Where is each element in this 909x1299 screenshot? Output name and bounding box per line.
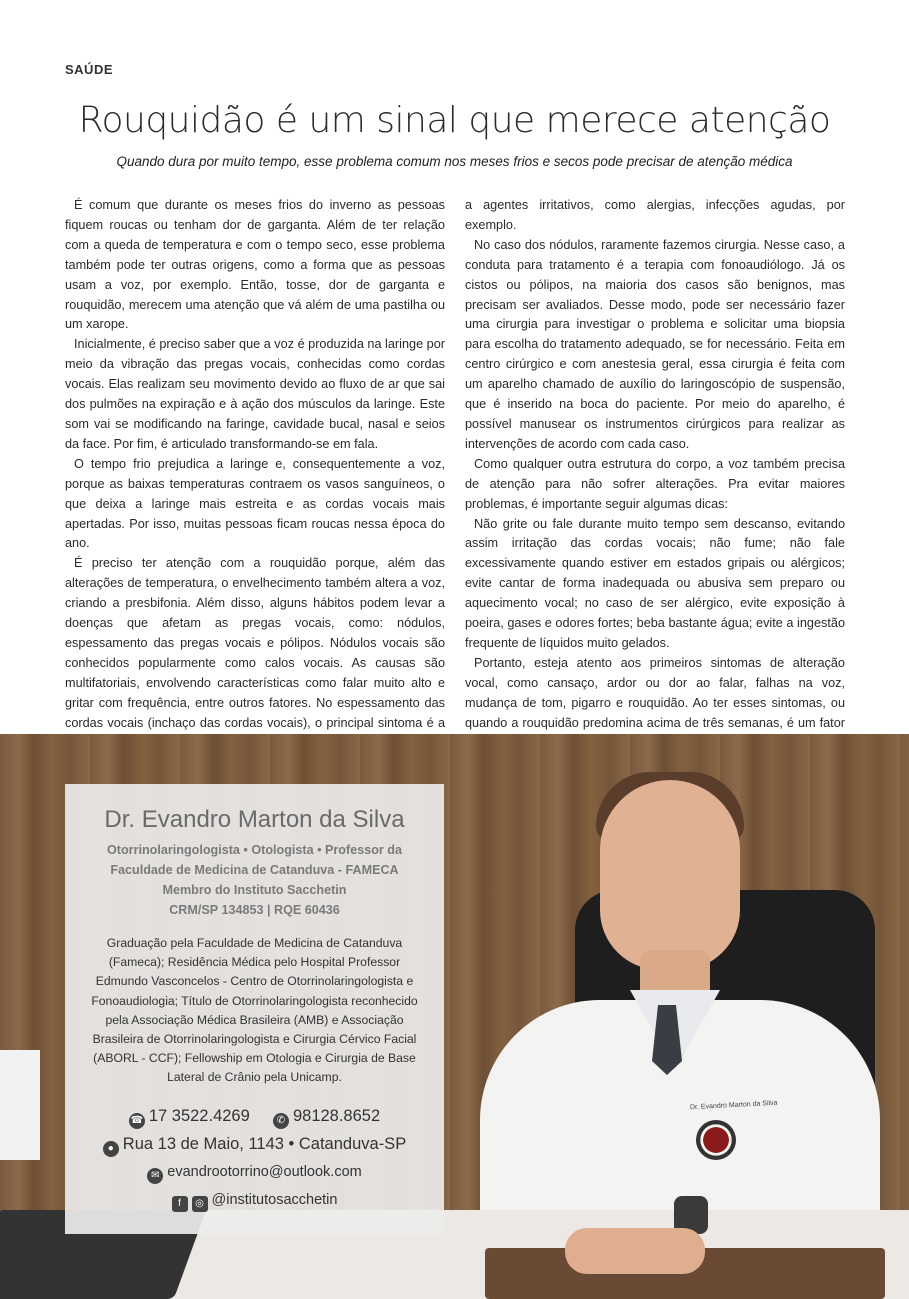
- email-row: [65, 1158, 444, 1186]
- phone-row: [65, 1102, 444, 1130]
- paragraph: Como qualquer outra estrutura do corpo, a voz também precisa de atenção para não sofrer alterações. Pra evitar maiores problemas, é importante seguir algumas dicas:: [465, 456, 845, 511]
- address-row: [65, 1130, 444, 1158]
- credential-line: Otorrinolaringologista • Otologista • Professor da: [106, 843, 402, 857]
- location-icon: ●: [103, 1141, 119, 1157]
- contact-block: [65, 1102, 444, 1214]
- article-column-left: [65, 196, 445, 753]
- paragraph: Portanto, esteja atento aos primeiros sintomas de alteração vocal, como cansaço, ardor ou dor ao falar, falhas na voz, mudança de tom, pigarro e rouquidão. Ao ter esses sintomas, ou quando a rouquidão predomina acima de três semanas, é um fator: [465, 655, 845, 730]
- phone-icon: ☎: [129, 1113, 145, 1129]
- bio: Graduação pela Faculdade de Medicina de Catanduva (Fameca); Residência Médica pelo Hospital Professor Edmundo Vasconcelos - Centro de Otorrinolaringologista e Fonoaudiologia; Título de Otorrinolaringologista reconhecido pela Associação Médica Brasileira (AMB) e Associação Brasileira de Otorrinolaringologista e Cirurgia Cérvico Facial (ABORL - CCF); Fellowship em Otologia e Cirurgia de Base Lateral de Crânio pela Unicamp.: [91, 936, 418, 1085]
- phone-number[interactable]: 17 3522.4269: [148, 1107, 250, 1125]
- facebook-icon[interactable]: f: [172, 1196, 188, 1212]
- paragraph: Não grite ou fale durante muito tempo sem descanso, evitando assim irritação das cordas vocais; não fume; não fale excessivamente quando estiver em estados gripais ou alérgicos; evite cantar de forma inadequada ou abusiva sem preparo ou aquecimento vocal; no caso de ser alérgico, evite exposição à poeira, gases e odores fortes; beba bastante água; evite a ingestão frequente de líquidos muito gelados.: [465, 516, 845, 650]
- section-label: SAÚDE: [65, 62, 114, 77]
- credential-line: Faculdade de Medicina de Catanduva - FAMECA: [110, 863, 399, 877]
- profile-card: [65, 784, 444, 1234]
- email-icon: ✉: [147, 1168, 163, 1184]
- whatsapp-icon: ✆: [273, 1113, 289, 1129]
- coat-embroidery: Dr. Evandro Marton da Silva: [689, 1099, 778, 1112]
- headline: Rouquidão é um sinal que merece atenção: [78, 100, 831, 141]
- desk-calendar: [0, 1050, 40, 1160]
- paragraph: O tempo frio prejudica a laringe e, consequentemente a voz, porque as baixas temperaturas contraem os vasos sanguíneos, o que deixa a laringe mais estreita e as cordas vocais mais apertadas. Por isso, muitas pessoas ficam roucas nessa época do ano.: [65, 456, 445, 551]
- whatsapp-number[interactable]: 98128.8652: [292, 1107, 381, 1125]
- paragraph-continuation: a agentes irritativos, como alergias, infecções agudas, por exemplo.: [465, 198, 845, 232]
- credentials: [85, 840, 424, 920]
- paragraph: É preciso ter atenção com a rouquidão porque, além das alterações de temperatura, o envelhecimento também altera a voz, criando a presbifonia. Além disso, alguns hábitos podem levar a doenças que afetam as pregas vocais, como: nódulos, espessamento das pregas vocais e pólipos. Nódulos vocais são conhecidos popularmente como calos vocais. As causas são multifatoriais, envolvendo características como falar muito alto e gritar com frequência, entre outros fatores. No espessamento das cordas vocais (inchaço das cordas vocais), o principal sintoma é a: [65, 556, 445, 730]
- coat-logo-icon: [696, 1120, 736, 1160]
- doctor-name: Dr. Evandro Marton da Silva: [104, 806, 405, 833]
- social-row: [65, 1186, 444, 1214]
- paragraph: No caso dos nódulos, raramente fazemos cirurgia. Nesse caso, a conduta para tratamento é a terapia com fonoaudiólogo. Já os cistos ou pólipos, na maioria dos casos são benignos, mas precisam ser avaliados. Desse modo, pode ser necessário fazer uma cirurgia para investigar o problema e solicitar uma biopsia para escolha do tratamento adequado, se for necessário. Feita em centro cirúrgico e com anestesia geral, essa cirurgia é feita com um aparelho chamado de auxílio do laringoscópio de suspensão, que é inserido na boca do paciente. Por meio do aparelho, é possível manusear os instrumentos cirúrgicos para realizar as intervenções de acordo com cada caso.: [465, 237, 845, 451]
- paragraph: É comum que durante os meses frios do inverno as pessoas fiquem roucas ou tenham dor de garganta. Além de ter relação com a queda de temperatura e com o tempo seco, esse problema também pode ter outras origens, como a forma que as pessoas usam a voz, por exemplo. Então, tosse, dor de garganta e rouquidão, merecem uma atenção que vá além de uma pastilha ou um xarope.: [65, 198, 445, 332]
- doctor-face: [600, 780, 740, 970]
- subheadline: Quando dura por muito tempo, esse problema comum nos meses frios e secos pode precisar de atenção médica: [116, 154, 793, 169]
- credential-line: CRM/SP 134853 | RQE 60436: [169, 903, 340, 917]
- instagram-icon[interactable]: ◎: [192, 1196, 208, 1212]
- doctor-hands: [565, 1228, 705, 1274]
- social-handle[interactable]: @institutosacchetin: [211, 1192, 338, 1208]
- article-column-right: [465, 196, 845, 773]
- paragraph: Inicialmente, é preciso saber que a voz é produzida na laringe por meio da vibração das pregas vocais, conhecidas como cordas vocais. Elas realizam seu movimento devido ao fluxo de ar que sai dos pulmões na expiração e à ação dos músculos da laringe. Este som vai se modificando na faringe, cavidade bucal, nasal e seios da face. Por fim, é articulado transformando-se em fala.: [65, 337, 445, 451]
- credential-line: Membro do Instituto Sacchetin: [162, 883, 347, 897]
- email[interactable]: evandrootorrino@outlook.com: [167, 1164, 362, 1180]
- address: Rua 13 de Maio, 1143 • Catanduva-SP: [122, 1135, 407, 1153]
